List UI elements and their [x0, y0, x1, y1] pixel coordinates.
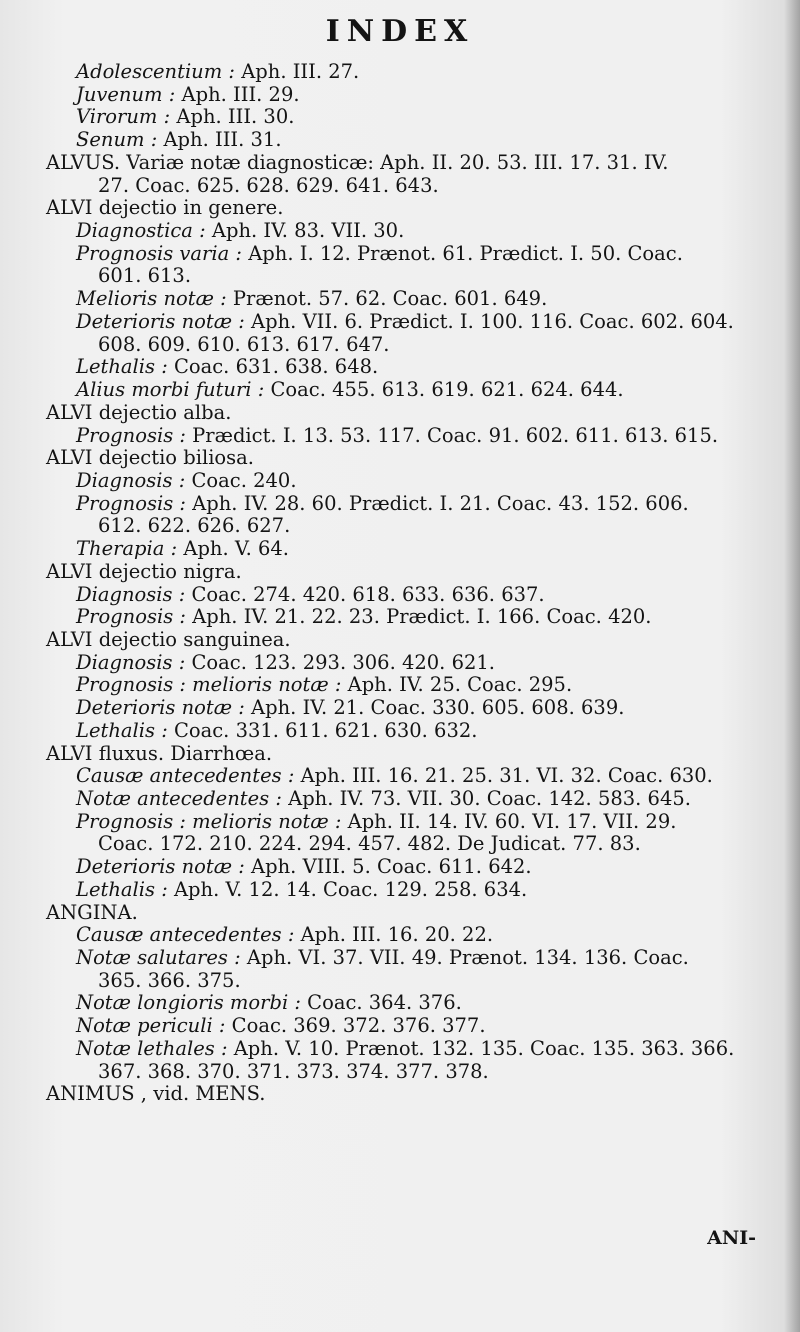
- entry-references: Aph. V. 64.: [177, 537, 289, 561]
- entry-references: Aph. IV. 21. Coac. 330. 605. 608. 639.: [244, 696, 625, 720]
- entry-references: ANGINA.: [46, 900, 138, 924]
- index-subentry: [46, 106, 774, 129]
- index-subentry: [46, 288, 774, 311]
- entry-references: Aph. VI. 37. VII. 49. Prænot. 134. 136. Coac.: [240, 946, 689, 970]
- entry-label: Lethalis :: [76, 718, 168, 742]
- catchword: ANI-: [707, 1227, 756, 1249]
- index-subentry: [46, 697, 774, 720]
- index-heading: [46, 629, 774, 652]
- entry-references: Coac. 240.: [185, 468, 297, 492]
- index-subentry: [46, 879, 774, 902]
- entry-label: Diagnosis :: [76, 650, 186, 674]
- entry-references: Aph. VIII. 5. Coac. 611. 642.: [244, 855, 532, 879]
- index-continuation: [46, 970, 774, 993]
- index-heading: [46, 902, 774, 925]
- entry-references: 608. 609. 610. 613. 617. 647.: [98, 332, 390, 356]
- entry-references: ALVI dejectio alba.: [46, 400, 232, 424]
- index-subentry: [46, 720, 774, 743]
- entry-references: Aph. III. 31.: [157, 128, 282, 152]
- index-subentry: [46, 584, 774, 607]
- index-heading: [46, 152, 774, 175]
- entry-references: Aph. II. 14. IV. 60. VI. 17. VII. 29.: [341, 809, 677, 833]
- index-subentry: [46, 129, 774, 152]
- entry-references: Aph. III. 29.: [175, 82, 300, 106]
- entry-label: Diagnosis :: [76, 582, 186, 606]
- index-subentry: [46, 538, 774, 561]
- index-heading: [46, 197, 774, 220]
- index-subentry: [46, 493, 774, 516]
- index-heading: [46, 402, 774, 425]
- entry-references: Aph. V. 10. Prænot. 132. 135. Coac. 135. 363. 366.: [227, 1036, 735, 1060]
- index-subentry: [46, 856, 774, 879]
- entry-label: Causæ antecedentes :: [76, 923, 295, 947]
- index-subentry: [46, 674, 774, 697]
- entry-references: Aph. I. 12. Prænot. 61. Prædict. I. 50. Coac.: [242, 241, 683, 265]
- entry-label: Prognosis :: [76, 423, 186, 447]
- index-subentry: [46, 379, 774, 402]
- index-subentry: [46, 311, 774, 334]
- entry-label: Notæ lethales :: [76, 1036, 228, 1060]
- entry-label: Melioris notæ :: [76, 287, 227, 311]
- entry-label: Prognosis :: [76, 491, 186, 515]
- entry-label: Prognosis : melioris notæ :: [76, 809, 342, 833]
- entry-label: Adolescentium :: [76, 60, 235, 83]
- index-subentry: [46, 947, 774, 970]
- entry-references: 365. 366. 375.: [98, 968, 241, 992]
- index-subentry: [46, 924, 774, 947]
- index-subentry: [46, 220, 774, 243]
- entry-references: Coac. 631. 638. 648.: [167, 355, 379, 379]
- entry-references: Coac. 455. 613. 619. 621. 624. 644.: [264, 378, 624, 402]
- index-subentry: [46, 811, 774, 834]
- entry-references: ALVUS. Variæ notæ diagnosticæ: Aph. II. 20. 53. III. 17. 31. IV.: [46, 150, 669, 174]
- entry-references: Aph. VII. 6. Prædict. I. 100. 116. Coac. 602. 604.: [244, 309, 734, 333]
- entry-references: Aph. IV. 83. VII. 30.: [205, 219, 405, 243]
- index-continuation: [46, 334, 774, 357]
- index-entries: [46, 61, 774, 1106]
- entry-references: ALVI dejectio nigra.: [46, 559, 242, 583]
- entry-references: Prædict. I. 13. 53. 117. Coac. 91. 602. 611. 613. 615.: [185, 423, 719, 447]
- entry-references: 27. Coac. 625. 628. 629. 641. 643.: [98, 173, 439, 197]
- entry-references: Coac. 369. 372. 376. 377.: [225, 1014, 486, 1038]
- entry-label: Juvenum :: [76, 82, 176, 106]
- index-subentry: [46, 84, 774, 107]
- entry-label: Diagnosis :: [76, 468, 186, 492]
- entry-label: Deterioris notæ :: [76, 309, 245, 333]
- index-subentry: [46, 992, 774, 1015]
- entry-references: 612. 622. 626. 627.: [98, 514, 291, 538]
- entry-references: Aph. III. 16. 21. 25. 31. VI. 32. Coac. 630.: [294, 764, 713, 788]
- entry-references: Aph. IV. 25. Coac. 295.: [341, 673, 573, 697]
- entry-references: 367. 368. 370. 371. 373. 374. 377. 378.: [98, 1059, 489, 1083]
- index-subentry: [46, 606, 774, 629]
- entry-label: Alius morbi futuri :: [76, 378, 265, 402]
- index-subentry: [46, 1038, 774, 1061]
- index-heading: [46, 561, 774, 584]
- index-heading: [46, 447, 774, 470]
- index-subentry: [46, 788, 774, 811]
- entry-label: Virorum :: [76, 105, 171, 129]
- entry-references: Aph. IV. 21. 22. 23. Prædict. I. 166. Coac. 420.: [185, 605, 652, 629]
- index-subentry: [46, 1015, 774, 1038]
- index-subentry: [46, 470, 774, 493]
- entry-references: Coac. 123. 293. 306. 420. 621.: [185, 650, 495, 674]
- entry-references: Coac. 172. 210. 224. 294. 457. 482. De Judicat. 77. 83.: [98, 832, 641, 856]
- index-continuation: [46, 515, 774, 538]
- entry-label: Lethalis :: [76, 355, 168, 379]
- entry-references: Aph. V. 12. 14. Coac. 129. 258. 634.: [167, 877, 528, 901]
- index-subentry: [46, 765, 774, 788]
- entry-references: ALVI dejectio in genere.: [46, 196, 284, 220]
- index-subentry: [46, 356, 774, 379]
- entry-references: ALVI fluxus. Diarrhœa.: [46, 741, 273, 765]
- entry-references: Coac. 364. 376.: [300, 991, 462, 1015]
- entry-references: Aph. III. 30.: [170, 105, 295, 129]
- entry-references: Aph. IV. 28. 60. Prædict. I. 21. Coac. 43. 152. 606.: [185, 491, 689, 515]
- index-heading: [46, 1083, 774, 1106]
- entry-label: Lethalis :: [76, 877, 168, 901]
- entry-label: Prognosis : melioris notæ :: [76, 673, 342, 697]
- entry-references: ANIMUS , vid. MENS.: [46, 1082, 266, 1106]
- index-continuation: [46, 1061, 774, 1084]
- entry-references: ALVI dejectio biliosa.: [46, 446, 255, 470]
- entry-label: Deterioris notæ :: [76, 696, 245, 720]
- index-continuation: [46, 833, 774, 856]
- entry-references: Prænot. 57. 62. Coac. 601. 649.: [226, 287, 548, 311]
- entry-references: Coac. 274. 420. 618. 633. 636. 637.: [185, 582, 545, 606]
- entry-label: Prognosis :: [76, 605, 186, 629]
- entry-label: Deterioris notæ :: [76, 855, 245, 879]
- index-subentry: [46, 652, 774, 675]
- index-continuation: [46, 175, 774, 198]
- index-continuation: [46, 265, 774, 288]
- page-header: INDEX: [325, 14, 475, 49]
- entry-references: Aph. IV. 73. VII. 30. Coac. 142. 583. 645.: [281, 787, 691, 810]
- index-heading: [46, 743, 774, 766]
- entry-label: Causæ antecedentes :: [76, 764, 295, 788]
- entry-references: 601. 613.: [98, 264, 192, 288]
- index-subentry: [46, 425, 774, 448]
- entry-label: Notæ periculi :: [76, 1014, 226, 1038]
- entry-label: Diagnostica :: [76, 219, 206, 243]
- entry-references: ALVI dejectio sanguinea.: [46, 627, 291, 651]
- index-subentry: [46, 61, 774, 84]
- entry-label: Notæ antecedentes :: [76, 787, 282, 810]
- entry-label: Therapia :: [76, 537, 178, 561]
- entry-label: Notæ longioris morbi :: [76, 991, 301, 1015]
- entry-label: Notæ salutares :: [76, 946, 241, 970]
- entry-references: Aph. III. 27.: [235, 60, 360, 83]
- page-gutter-shadow: [784, 0, 800, 1332]
- entry-references: Aph. III. 16. 20. 22.: [294, 923, 494, 947]
- index-subentry: [46, 243, 774, 266]
- entry-label: Prognosis varia :: [76, 241, 243, 265]
- entry-references: Coac. 331. 611. 621. 630. 632.: [167, 718, 478, 742]
- entry-label: Senum :: [76, 128, 158, 152]
